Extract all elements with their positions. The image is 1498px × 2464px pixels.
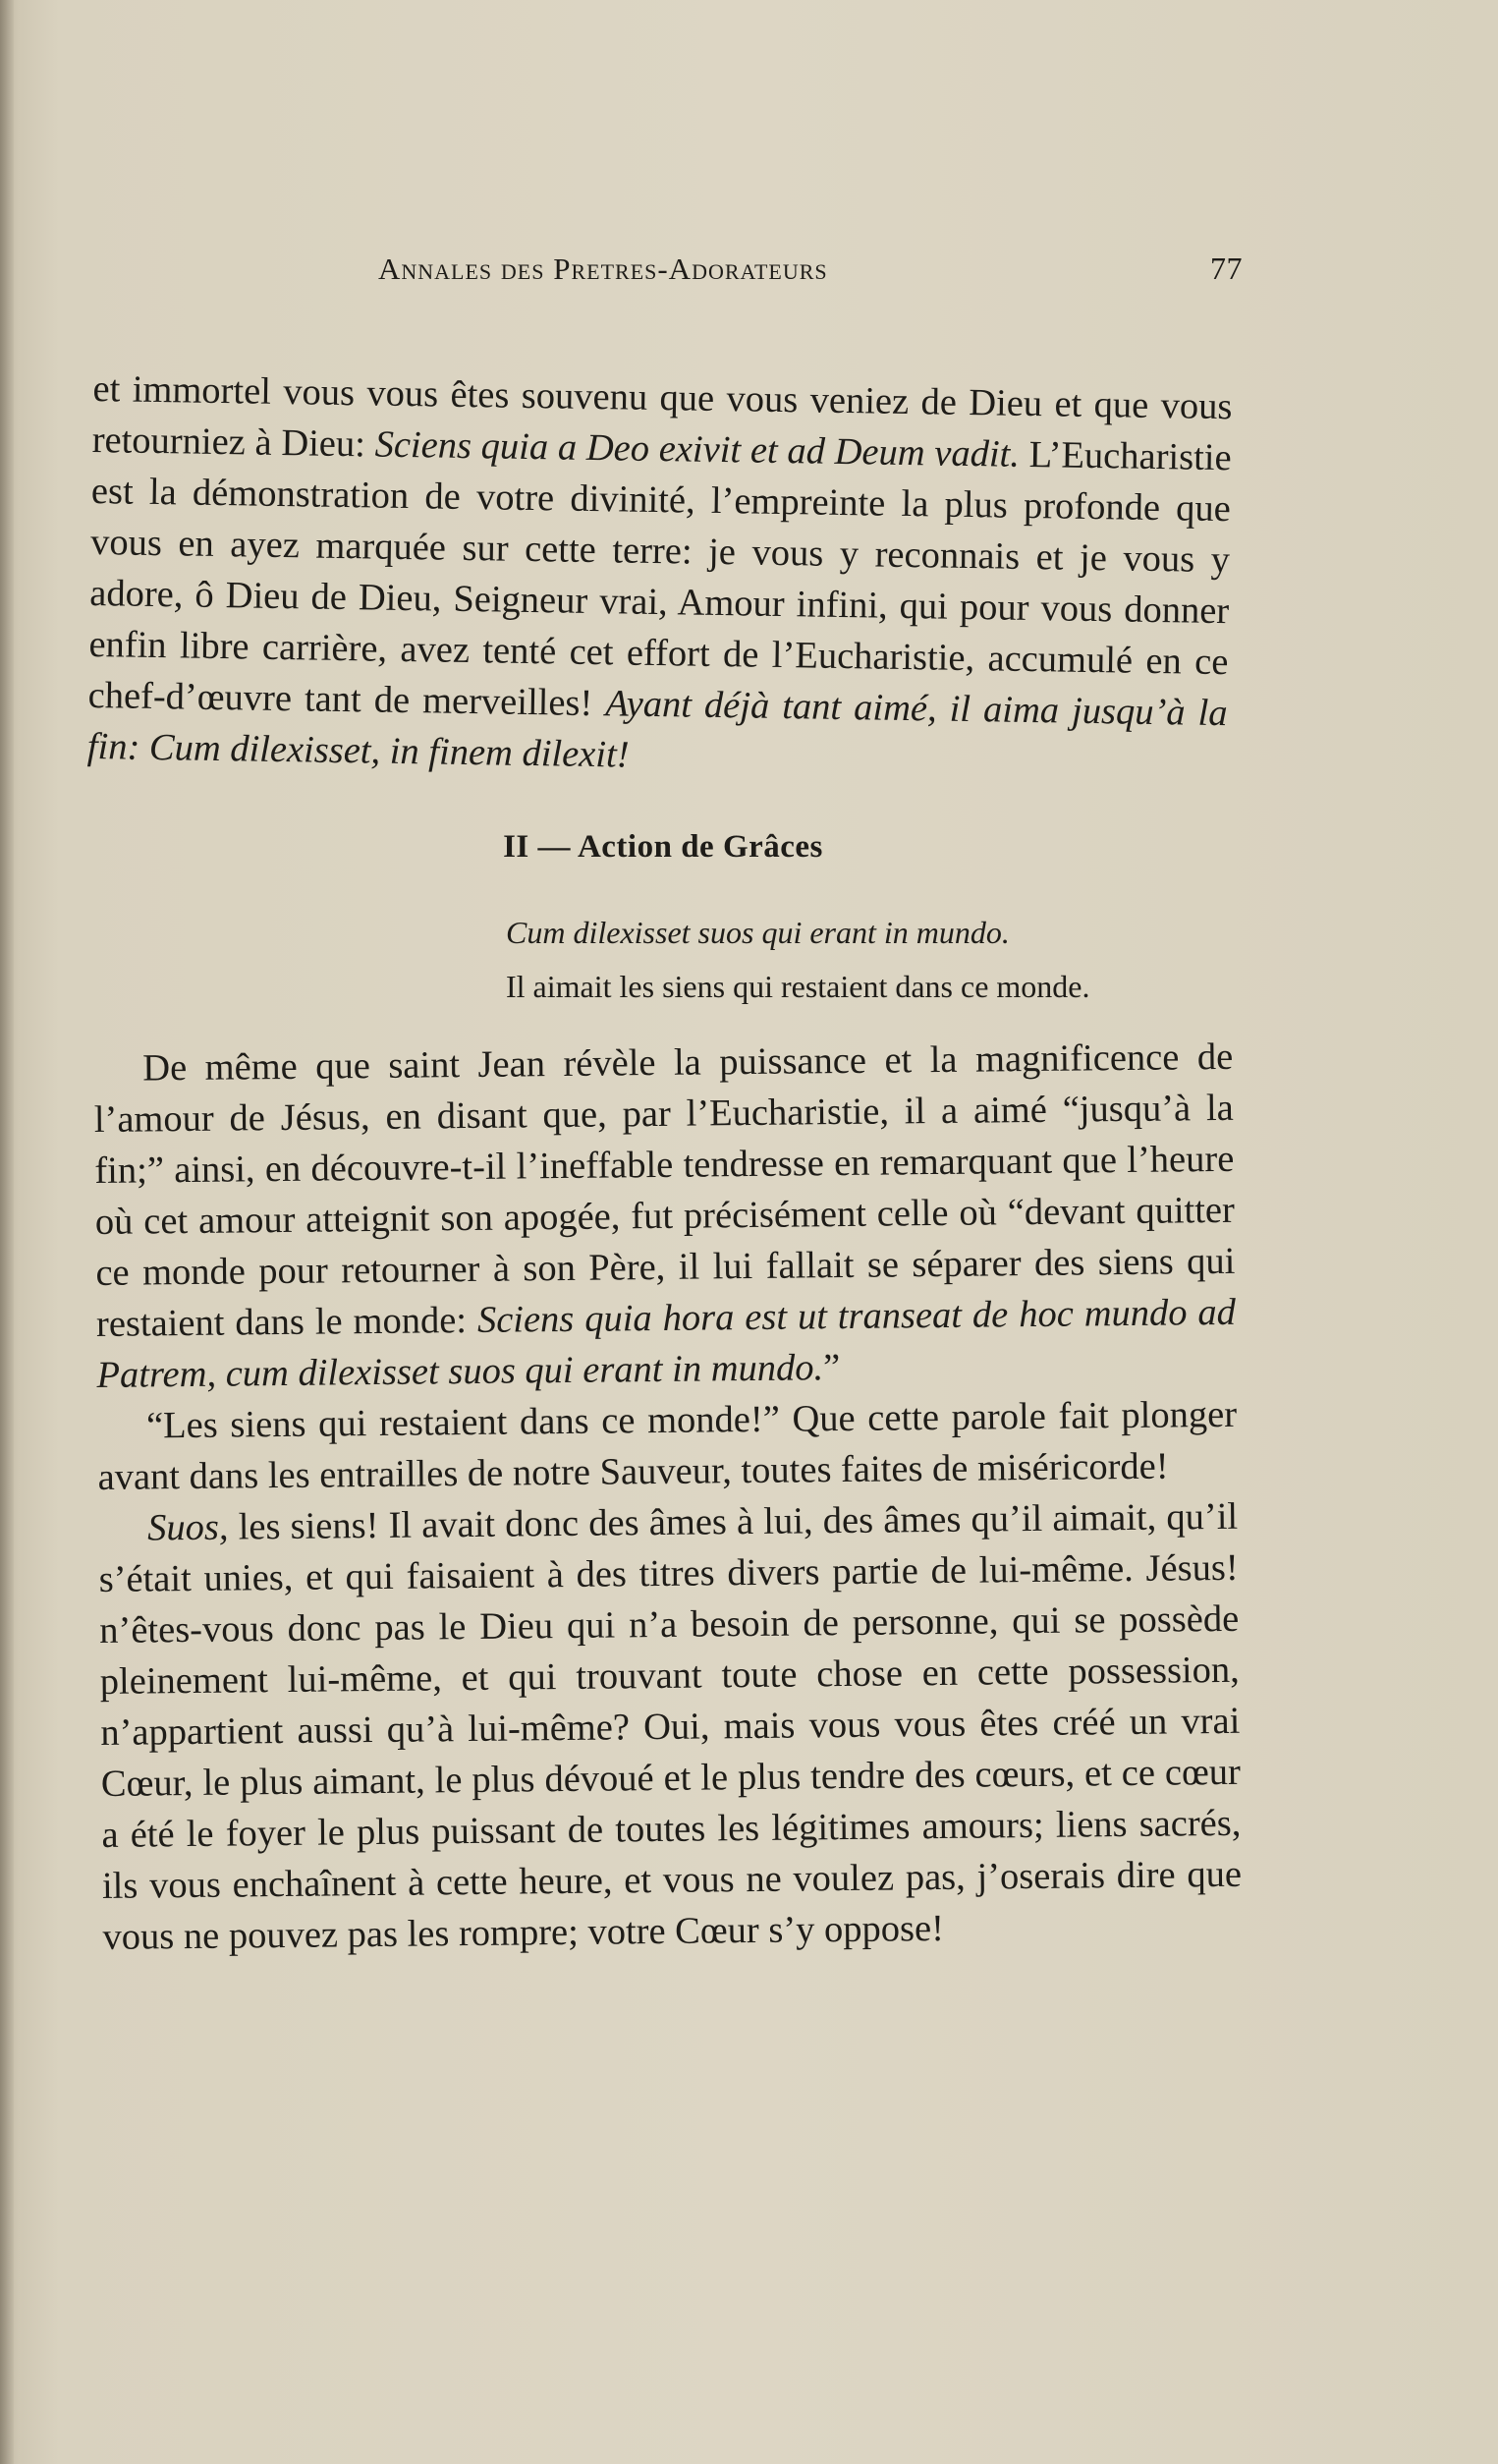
paragraph-4 <box>98 1491 1243 1963</box>
epigraph-latin: Cum dilexisset suos qui erant in mundo. <box>506 915 1010 950</box>
opening-text-2: L’Eucharistie est la démonstration de votre divinité, l’empreinte la plus profonde que vous en ayez marquée sur cette terre: je vous y reconnais et je vous y adore, ô Dieu de Dieu, Seigneur vrai, Amour infini, qui pour vous donner enfin libre carrière, avez tenté cet effort de l’Eucharistie, accumulé en ce chef-d’œuvre tant de merveilles! <box>87 433 1232 725</box>
main-text <box>86 364 1243 1963</box>
epigraph <box>506 906 1233 1014</box>
paragraph-2 <box>93 1032 1237 1401</box>
epigraph-french: Il aimait les siens qui restaient dans ce monde. <box>506 969 1090 1004</box>
opening-italic-quote: Ayant déjà tant aimé, il aima jusqu’à la fin: Cum dilexisset, in finem dilexit! <box>86 683 1228 776</box>
opening-latin-quote: Sciens quia a Deo exivit et ad Deum vadit. <box>374 423 1021 476</box>
running-head <box>378 251 1243 290</box>
opening-text-1: et immortel vous vous êtes souvenu que vous veniez de Dieu et que vous retourniez à Dieu: <box>91 367 1233 466</box>
paragraph-2-text: De même que saint Jean révèle la puissance et la magnificence de l’amour de Jésus, en disant que, par l’Eucharistie, il a aimé “jusqu’à la fin;” ainsi, en découvre-t-il l’ineffable tendresse en remarquant que l’heure où cet amour atteignit son apogée, fut précisément celle où “devant quitter ce monde pour retourner à son Père, il lui fallait se séparer des siens qui restaient dans le monde: <box>93 1036 1236 1345</box>
paragraph-2-latin: Sciens quia hora est ut transeat de hoc mundo ad Patrem, cum dilexisset suos qui erant in mundo. <box>96 1291 1237 1396</box>
paragraph-2-closing: ” <box>822 1347 841 1389</box>
paragraph-4-text: les siens! Il avait donc des âmes à lui, des âmes qu’il aimait, qu’il s’était unies, et qui faisaient à des titres divers partie de lui-même. Jésus! n’êtes-vous donc pas le Dieu qui n’a besoin de personne, qui se possède pleinement lui-même, et qui trouvant toute chose en cette possession, n’appartient aussi qu’à lui-même? Oui, mais vous vous êtes créé un vrai Cœur, le plus aimant, le plus dévoué et le plus tendre des cœurs, et ce cœur a été le foyer le plus puissant de toutes les légitimes amours; liens sacrés, ils vous enchaînent à cette heure, et vous ne voulez pas, j’oserais dire que vous ne pouvez pas les rompre; votre Cœur s’y oppose! <box>98 1495 1243 1958</box>
running-title: Annales des Pretres-Adorateurs <box>378 252 828 286</box>
opening-paragraph <box>86 364 1232 790</box>
body-paragraphs <box>93 1032 1243 1963</box>
page-gutter <box>0 0 14 2464</box>
page-number: 77 <box>1210 251 1243 286</box>
paragraph-3: “Les siens qui restaient dans ce monde!” Que cette parole fait plonger avant dans les entrailles de notre Sauveur, toutes faites de miséricorde! <box>97 1393 1238 1498</box>
paragraph-4-latin: Suos, <box>146 1506 229 1549</box>
section-heading: II — Action de Grâces <box>503 829 823 865</box>
